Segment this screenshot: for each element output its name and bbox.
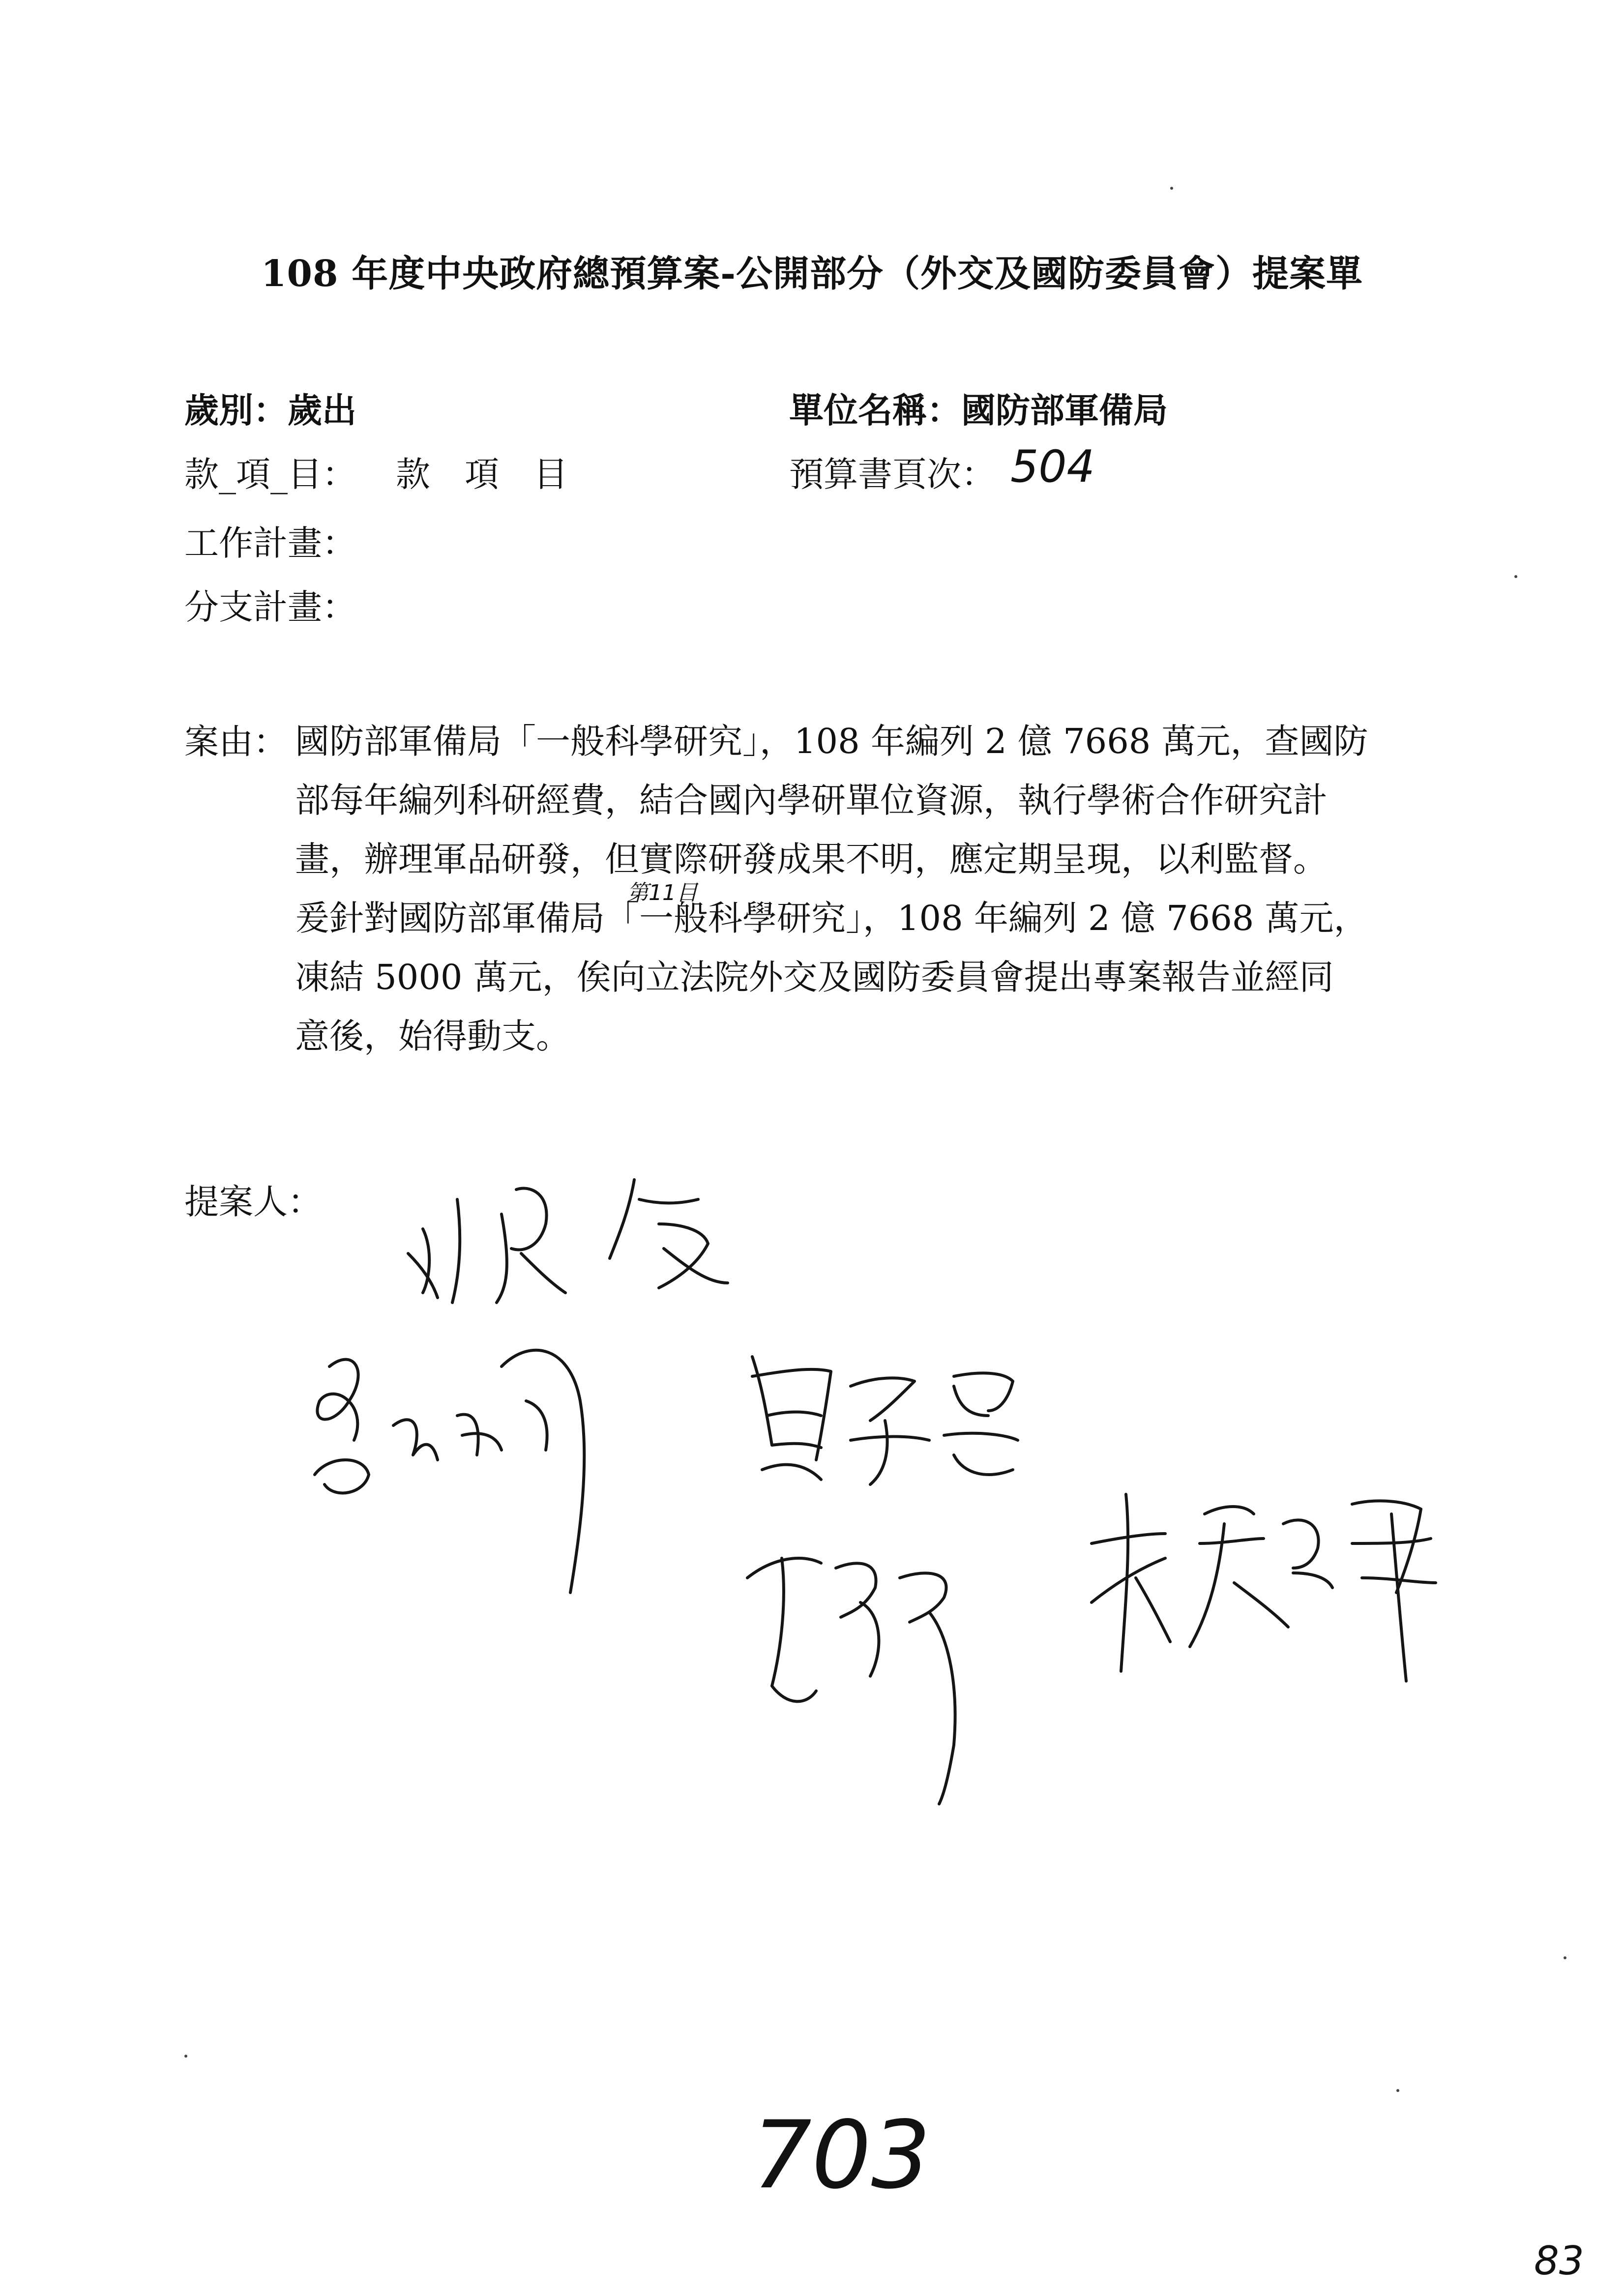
budget-type-label: 歲別： bbox=[184, 390, 288, 431]
proposer-label: 提案人： bbox=[184, 1182, 322, 1222]
case-line: 凍結 5000 萬元，俟向立法院外交及國防委員會提出專案報告並經同 bbox=[295, 957, 1334, 997]
signature-5 bbox=[1077, 1484, 1450, 1691]
budget-page-label: 預算書頁次： bbox=[789, 454, 996, 494]
budget-page-value: 504 bbox=[1010, 441, 1095, 493]
sub-plan-label: 分支計畫： bbox=[184, 587, 356, 627]
signature-3 bbox=[723, 1347, 1028, 1494]
unit-name-label: 單位名稱： bbox=[789, 390, 961, 431]
budget-type-value: 歲出 bbox=[288, 390, 356, 431]
case-line: 意後，始得動支。 bbox=[295, 1016, 570, 1056]
signature-1 bbox=[403, 1170, 767, 1317]
scan-speck bbox=[1396, 2089, 1399, 2092]
document-title: 108 年度中央政府總預算案-公開部分（外交及國防委員會）提案單 bbox=[261, 253, 1363, 295]
corner-number: 83 bbox=[1534, 2238, 1584, 2284]
case-line: 爰針對國防部軍備局「一般科學研究」，108 年編列 2 億 7668 萬元， bbox=[295, 898, 1368, 938]
signature-4 bbox=[733, 1539, 1008, 1814]
case-label: 案由： bbox=[184, 722, 288, 762]
signature-2 bbox=[295, 1327, 698, 1632]
scan-speck bbox=[1170, 187, 1173, 190]
case-line: 畫，辦理軍品研發，但實際研發成果不明，應定期呈現，以利監督。 bbox=[295, 839, 1328, 879]
scan-speck bbox=[1514, 575, 1517, 578]
case-line: 部每年編列科研經費，結合國內學研單位資源，執行學術合作研究計 bbox=[295, 780, 1328, 820]
page-number: 703 bbox=[752, 2101, 931, 2209]
scan-speck bbox=[184, 2055, 187, 2058]
unit-name bbox=[789, 390, 1168, 431]
scan-speck bbox=[1564, 1956, 1566, 1959]
unit-name-value: 國防部軍備局 bbox=[961, 390, 1168, 431]
case-text bbox=[295, 712, 1455, 1066]
kxm-value: 款 項 目 bbox=[396, 454, 568, 494]
case-line: 國防部軍備局「一般科學研究」，108 年編列 2 億 7668 萬元，查國防 bbox=[295, 721, 1368, 761]
budget-type bbox=[184, 390, 356, 431]
handwritten-annotation: 第11目 bbox=[627, 880, 698, 905]
kxm-label: 款_項_目： bbox=[184, 454, 356, 494]
work-plan-label: 工作計畫： bbox=[184, 523, 356, 563]
